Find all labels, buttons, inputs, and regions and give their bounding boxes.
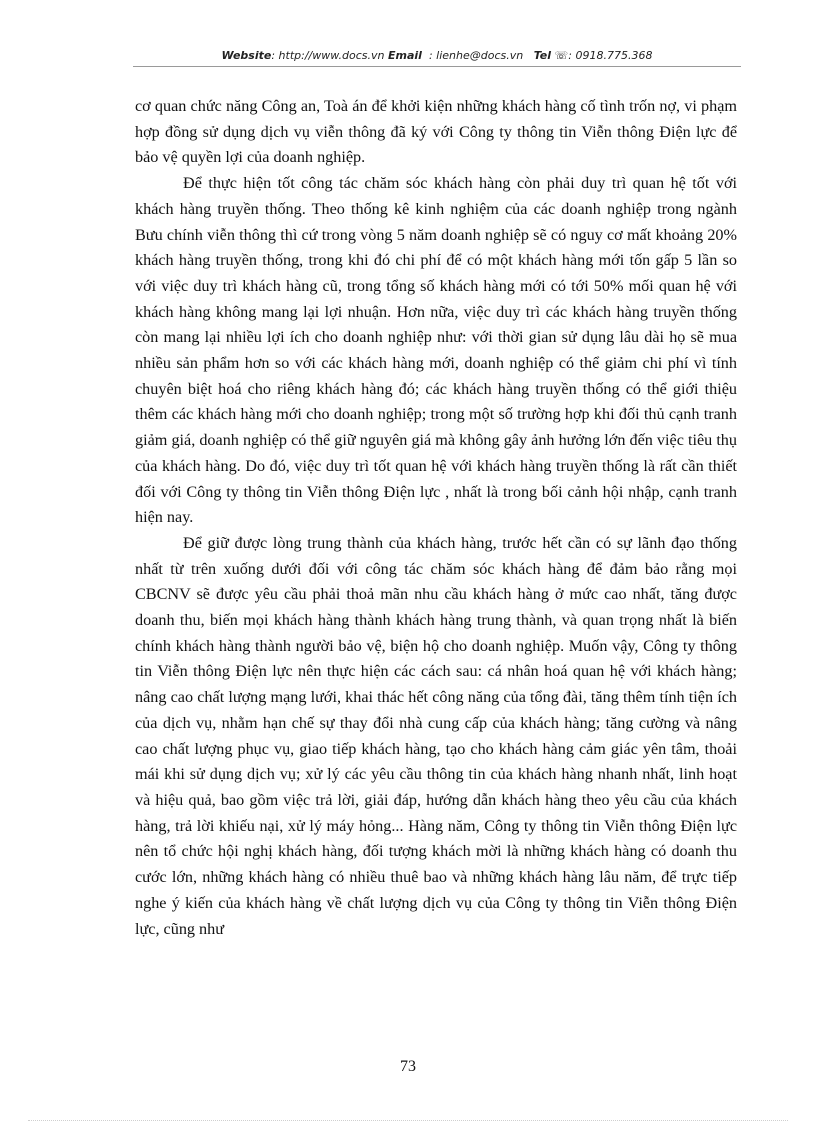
document-body	[135, 94, 737, 942]
website-label: Website	[221, 49, 272, 62]
paragraph-2: Để thực hiện tốt công tác chăm sóc khách hàng còn phải duy trì quan hệ tốt với khách hàng truyền thống. Theo thống kê kinh nghiệm của các doanh nghiệp trong ngành Bưu chính viễn thông thì cứ trong vòng 5 năm doanh nghiệp sẽ có nguy cơ mất khoảng 20% khách hàng truyền thống, trong khi đó chi phí để có một khách hàng mới tốn gấp 5 lần so với việc duy trì khách hàng cũ, trong tổng số khách hàng mới có tới 50% mối quan hệ với khách hàng không mang lại lợi nhuận. Hơn nữa, việc duy trì các khách hàng truyền thống còn mang lại nhiều lợi ích cho doanh nghiệp như: với thời gian sử dụng lâu dài họ sẽ mua nhiều sản phẩm hơn so với các khách hàng mới, doanh nghiệp có thể giảm chi phí vì tính chuyên biệt hoá cho riêng khách hàng đó; các khách hàng truyền thống có thể giới thiệu thêm các khách hàng mới cho doanh nghiệp; trong một số trường hợp khi đối thủ cạnh tranh giảm giá, doanh nghiệp có thể giữ nguyên giá mà không gây ảnh hưởng lớn đến việc tiêu thụ của khách hàng. Do đó, việc duy trì tốt quan hệ với khách hàng truyền thống là rất cần thiết đối với Công ty thông tin Viễn thông Điện lực , nhất là trong bối cảnh hội nhập, cạnh tranh hiện nay.	[135, 174, 737, 527]
paragraph-1: cơ quan chức năng Công an, Toà án để khởi kiện những khách hàng cố tình trốn nợ, vi phạm hợp đồng sử dụng dịch vụ viễn thông đã ký với Công ty thông tin Viễn thông Điện lực để bảo vệ quyền lợi của doanh nghiệp.	[135, 97, 737, 167]
header-divider	[133, 66, 741, 67]
page-bottom-border	[28, 1120, 788, 1121]
paragraph-3: Để giữ được lòng trung thành của khách hàng, trước hết cần có sự lãnh đạo thống nhất từ trên xuống dưới đối với công tác chăm sóc khách hàng để đảm bảo rằng mọi CBCNV sẽ được yêu cầu phải thoả mãn nhu cầu khách hàng ở mức cao nhất, tăng được doanh thu, biến mọi khách hàng thành khách hàng trung thành, và quan trọng nhất là biến chính khách hàng thành người bảo vệ, biện hộ cho doanh nghiệp. Muốn vậy, Công ty thông tin Viễn thông Điện lực nên thực hiện các cách sau: cá nhân hoá quan hệ với khách hàng; nâng cao chất lượng mạng lưới, khai thác hết công năng của tổng đài, tăng thêm tính tiện ích của dịch vụ, nhằm hạn chế sự thay đổi nhà cung cấp của khách hàng; tăng cường và nâng cao chất lượng phục vụ, giao tiếp khách hàng, tạo cho khách hàng cảm giác yên tâm, thoải mái khi sử dụng dịch vụ; xử lý các yêu cầu thông tin của khách hàng nhanh nhất, linh hoạt và hiệu quả, bao gồm việc trả lời, giải đáp, hướng dẫn khách hàng theo yêu cầu của khách hàng, trả lời khiếu nại, xử lý máy hỏng... Hàng năm, Công ty thông tin Viễn thông Điện lực nên tổ chức hội nghị khách hàng, đối tượng khách mời là những khách hàng có doanh thu cước lớn, những khách hàng có nhiều thuê bao và những khách hàng lâu năm, để trực tiếp nghe ý kiến của khách hàng về chất lượng dịch vụ của Công ty thông tin Viễn thông Điện lực, cũng như	[135, 533, 737, 938]
tel-value: : 0918.775.368	[568, 49, 653, 62]
page-number: 73	[400, 1058, 416, 1075]
tel-label: Tel	[533, 49, 552, 62]
page-header	[133, 49, 741, 62]
email-label: Email	[387, 49, 422, 62]
email-value: : lienhe@docs.vn	[428, 49, 524, 62]
phone-icon: ☏	[554, 49, 569, 62]
website-value: : http://www.docs.vn	[271, 49, 385, 62]
